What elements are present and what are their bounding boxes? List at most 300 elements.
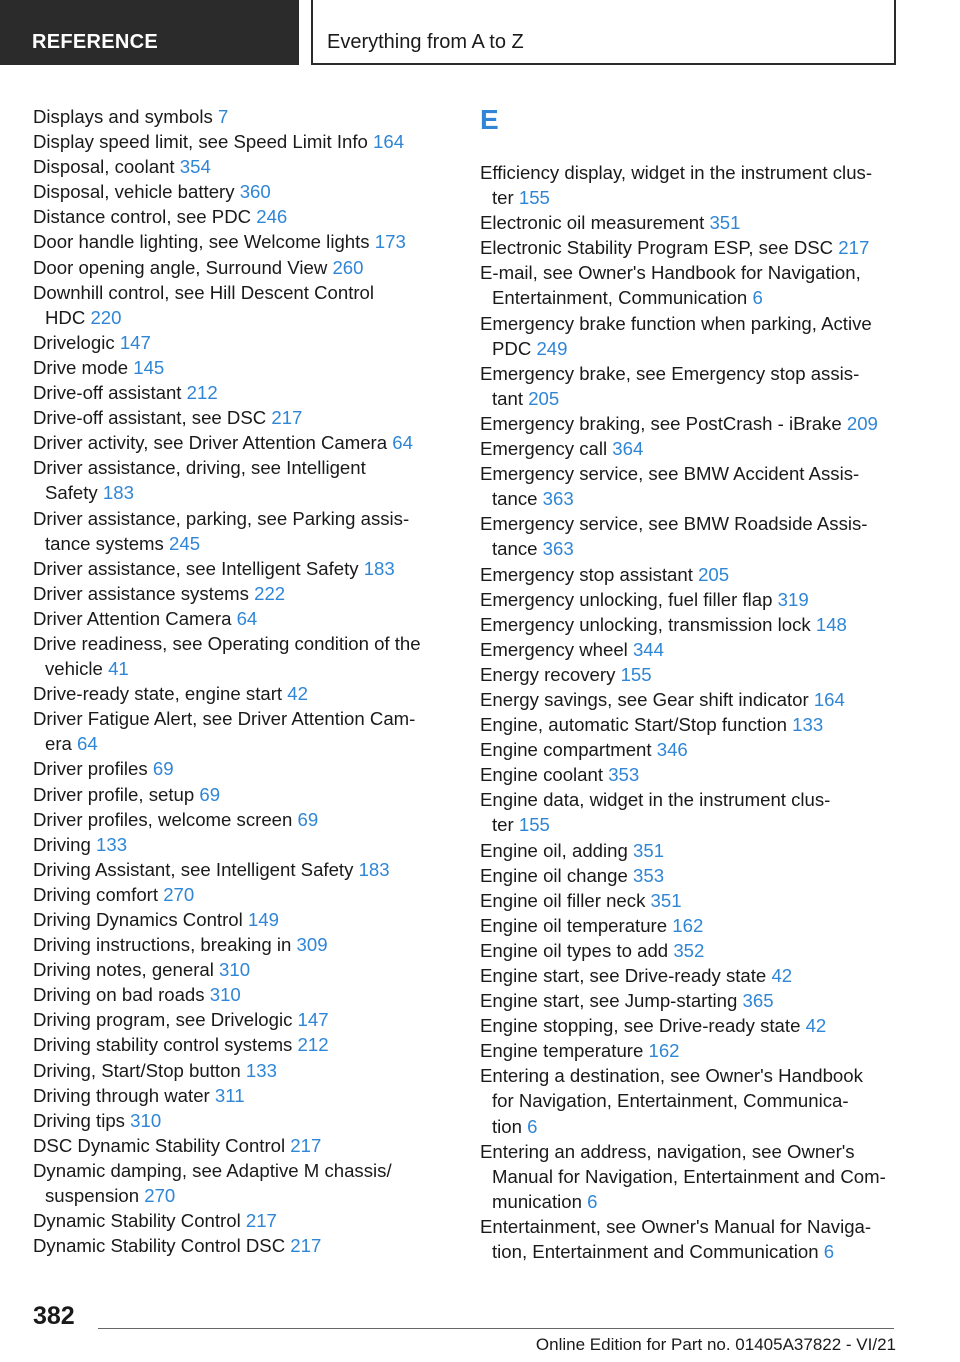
entry-text: Driving [33, 833, 91, 855]
index-entry [480, 787, 900, 837]
page-number: 382 [33, 1302, 75, 1330]
page-link[interactable]: 42 [287, 683, 308, 705]
index-entry-line [33, 531, 443, 556]
entry-text: ter [492, 814, 514, 836]
entry-text: Emergency service, see BMW Accident Assis- [480, 463, 860, 485]
index-entry [480, 160, 900, 210]
page-link[interactable]: 351 [650, 889, 682, 911]
index-entry [33, 154, 443, 179]
index-entry [33, 1233, 443, 1258]
entry-text: Drive readiness, see Operating condition of the [33, 632, 421, 654]
page-link[interactable]: 148 [815, 613, 847, 635]
entry-text: Electronic Stability Program ESP, see DSC [480, 237, 834, 259]
index-entry-line [480, 1013, 900, 1038]
page-link[interactable]: 217 [245, 1210, 277, 1232]
page-link[interactable]: 147 [119, 331, 151, 353]
index-entry [33, 280, 443, 330]
index-entry [480, 662, 900, 687]
index-entry-line [480, 938, 900, 963]
index-entry [33, 355, 443, 380]
page-link[interactable]: 353 [633, 864, 665, 886]
index-entry [33, 882, 443, 907]
entry-text: E-mail, see Owner's Handbook for Navigation, [480, 262, 861, 284]
index-entry [480, 737, 900, 762]
page-link[interactable]: 7 [217, 106, 229, 127]
index-entry [33, 1108, 443, 1133]
index-entry-line [480, 235, 900, 260]
index-entry-line [480, 185, 900, 210]
index-entry-line [33, 857, 443, 882]
entry-text: Engine oil filler neck [480, 889, 646, 911]
index-entry-line [33, 882, 443, 907]
entry-text: suspension [45, 1185, 140, 1207]
entry-text: Emergency brake, see Emergency stop assis- [480, 362, 860, 384]
entry-text: ter [492, 187, 514, 209]
entry-text: Driving tips [33, 1109, 125, 1131]
page-link[interactable]: 133 [96, 833, 128, 855]
index-entry [480, 988, 900, 1013]
index-entry [480, 1214, 900, 1264]
entry-text: Emergency call [480, 438, 608, 460]
page-link[interactable]: 311 [214, 1084, 245, 1106]
index-entry [33, 581, 443, 606]
index-entry-line [33, 706, 443, 731]
entry-text: Engine temperature [480, 1040, 644, 1062]
index-entry [480, 687, 900, 712]
section-tab [0, 0, 299, 65]
page-link[interactable]: 344 [632, 638, 664, 660]
entry-text: Engine stopping, see Drive-ready state [480, 1015, 801, 1037]
index-entry-line [480, 411, 900, 436]
index-entry-line [33, 907, 443, 932]
page-link[interactable]: 6 [527, 1115, 538, 1137]
chapter-title: Everything from A to Z [327, 31, 524, 53]
index-entry [33, 255, 443, 280]
page-link[interactable]: 41 [108, 658, 129, 680]
index-entry-line [480, 260, 900, 285]
entry-text: Distance control, see PDC [33, 206, 252, 228]
index-entry [33, 1158, 443, 1208]
entry-text: Entering a destination, see Owner's Handbook [480, 1065, 863, 1087]
entry-text: Emergency unlocking, fuel filler flap [480, 588, 773, 610]
page-link[interactable]: 212 [297, 1034, 329, 1056]
page-link[interactable]: 309 [296, 934, 328, 956]
page-link[interactable]: 155 [518, 814, 550, 836]
index-entry [480, 863, 900, 888]
page-link[interactable]: 217 [271, 407, 303, 429]
index-entry [480, 1038, 900, 1063]
page-link[interactable]: 217 [290, 1235, 322, 1257]
entry-text: Drive-ready state, engine start [33, 683, 283, 705]
entry-text: Driver assistance, driving, see Intelligent [33, 457, 366, 479]
entry-text: Engine data, widget in the instrument clus- [480, 789, 831, 811]
entry-text: Driver Fatigue Alert, see Driver Attention Cam- [33, 708, 416, 730]
index-entry [33, 1083, 443, 1108]
index-entry-line [33, 1133, 443, 1158]
index-entry-line [480, 436, 900, 461]
index-entry [480, 612, 900, 637]
entry-text: tion, Entertainment and Communication [492, 1241, 819, 1263]
page-link[interactable]: 352 [673, 939, 705, 961]
index-entry [33, 179, 443, 204]
index-entry-list [480, 160, 900, 1264]
index-entry-line [33, 932, 443, 957]
page-link[interactable]: 351 [633, 839, 665, 861]
entry-text: Driver Attention Camera [33, 607, 232, 629]
index-entry [33, 204, 443, 229]
index-entry-line [480, 160, 900, 185]
entry-text: DSC Dynamic Stability Control [33, 1134, 286, 1156]
index-entry [33, 104, 443, 129]
page-link[interactable]: 270 [163, 883, 195, 905]
index-entry-line [33, 957, 443, 982]
index-entry [33, 957, 443, 982]
index-entry [33, 907, 443, 932]
index-entry-line [480, 913, 900, 938]
page-link[interactable]: 270 [144, 1185, 176, 1207]
page-link[interactable]: 205 [698, 563, 730, 585]
index-entry-line [480, 762, 900, 787]
page-link[interactable]: 209 [846, 412, 878, 434]
index-entry [480, 762, 900, 787]
entry-text: Dynamic Stability Control DSC [33, 1235, 286, 1257]
index-entry-line [33, 280, 443, 305]
entry-text: Driver profiles, welcome screen [33, 808, 293, 830]
index-entry-line [33, 355, 443, 380]
entry-text: PDC [492, 337, 532, 359]
index-entry-line [33, 480, 443, 505]
index-entry [480, 436, 900, 461]
index-entry-line [480, 1038, 900, 1063]
index-entry [480, 963, 900, 988]
index-entry-line [480, 1164, 900, 1189]
page-link[interactable]: 212 [186, 382, 218, 404]
page-link[interactable]: 6 [752, 287, 763, 309]
index-entry-line [33, 581, 443, 606]
entry-text: Emergency wheel [480, 638, 628, 660]
index-entry [33, 807, 443, 832]
index-entry-line [33, 154, 443, 179]
entry-text: for Navigation, Entertainment, Communica- [492, 1090, 849, 1112]
index-entry-line [480, 336, 900, 361]
section-letter: E [480, 104, 499, 135]
entry-text: Drive mode [33, 356, 129, 378]
entry-text: Driving notes, general [33, 959, 214, 981]
entry-text: Driver assistance, parking, see Parking assis- [33, 507, 410, 529]
index-entry [33, 631, 443, 681]
index-entry [33, 982, 443, 1007]
entry-text: Engine start, see Drive-ready state [480, 965, 767, 986]
page-link[interactable]: 147 [297, 1009, 329, 1031]
entry-text: tance [492, 488, 538, 510]
index-entry-line [33, 204, 443, 229]
index-entry [33, 506, 443, 556]
index-entry-line [33, 681, 443, 706]
page-link[interactable]: 245 [169, 532, 201, 554]
footer-divider [98, 1328, 894, 1329]
index-entry-line [33, 1007, 443, 1032]
index-entry-line [33, 455, 443, 480]
entry-text: Safety [45, 482, 98, 504]
entry-text: Driver activity, see Driver Attention Camera [33, 432, 388, 454]
page-link[interactable]: 164 [813, 688, 845, 710]
page-link[interactable]: 145 [133, 356, 165, 378]
index-entry-line [480, 1063, 900, 1088]
page-link[interactable]: 220 [90, 306, 122, 328]
index-entry-line [33, 129, 443, 154]
index-entry-line [480, 712, 900, 737]
entry-text: Driver assistance systems [33, 582, 249, 604]
entry-text: Driver assistance, see Intelligent Safety [33, 557, 359, 579]
page-link[interactable]: 319 [777, 588, 809, 610]
page-link[interactable]: 310 [219, 959, 251, 981]
index-entry [480, 838, 900, 863]
page-link[interactable]: 162 [672, 914, 704, 936]
index-entry-line [480, 637, 900, 662]
page-link[interactable]: 365 [742, 990, 774, 1012]
index-entry-line [480, 687, 900, 712]
page-link[interactable]: 64 [236, 607, 258, 629]
index-entry [480, 913, 900, 938]
index-entry [33, 405, 443, 430]
index-entry-line [33, 832, 443, 857]
page-link[interactable]: 162 [648, 1040, 680, 1062]
index-entry-line [480, 863, 900, 888]
page-link[interactable]: 217 [838, 237, 870, 259]
entry-text: vehicle [45, 658, 103, 680]
page-link[interactable]: 155 [620, 663, 652, 685]
entry-text: Drive-off assistant [33, 382, 182, 404]
index-entry [33, 430, 443, 455]
index-entry-line [33, 380, 443, 405]
entry-text: Engine oil types to add [480, 939, 669, 961]
page-link[interactable]: 249 [536, 337, 568, 359]
page-link[interactable]: 42 [771, 965, 793, 986]
index-column-right [480, 104, 900, 1264]
entry-text: Engine oil, adding [480, 839, 628, 861]
index-entry [33, 706, 443, 756]
index-entry [33, 380, 443, 405]
entry-text: Driving Assistant, see Intelligent Safety [33, 858, 354, 880]
index-entry [480, 587, 900, 612]
entry-text: Engine oil temperature [480, 914, 668, 936]
page-link[interactable]: 69 [199, 783, 221, 805]
entry-text: Engine coolant [480, 764, 604, 786]
page-link[interactable]: 69 [152, 758, 174, 780]
entry-text: Driving stability control systems [33, 1034, 293, 1056]
page-link[interactable]: 346 [656, 739, 688, 761]
index-entry-line [480, 787, 900, 812]
index-entry [480, 1139, 900, 1214]
entry-text: Entertainment, see Owner's Manual for Naviga- [480, 1215, 872, 1237]
section-label: REFERENCE [32, 31, 159, 53]
page-link[interactable]: 6 [823, 1241, 835, 1263]
entry-text: Entering an address, navigation, see Owner's [480, 1140, 855, 1162]
index-entry-line [480, 361, 900, 386]
index-entry-line [33, 756, 443, 781]
entry-text: Emergency stop assistant [480, 563, 693, 585]
index-entry [480, 411, 900, 436]
index-entry [33, 455, 443, 505]
index-entry [33, 832, 443, 857]
page-link[interactable]: 363 [542, 488, 574, 510]
entry-text: Door opening angle, Surround View [33, 256, 328, 278]
page-link[interactable]: 173 [374, 231, 406, 253]
page-link[interactable]: 69 [297, 808, 319, 830]
page-link[interactable]: 363 [542, 538, 574, 560]
index-entry-line [480, 1214, 900, 1239]
chapter-header [311, 0, 896, 65]
entry-text: Driving on bad roads [33, 984, 205, 1006]
index-entry-line [33, 305, 443, 330]
page-link[interactable]: 246 [256, 206, 288, 228]
page-link[interactable]: 149 [247, 909, 279, 930]
index-entry [480, 888, 900, 913]
page-link[interactable]: 364 [612, 438, 644, 460]
page-link[interactable]: 310 [130, 1109, 162, 1131]
index-entry-line [480, 612, 900, 637]
entry-text: Driving program, see Drivelogic [33, 1009, 293, 1031]
entry-text: Emergency brake function when parking, Active [480, 312, 872, 334]
index-entry-line [33, 606, 443, 631]
entry-text: Entertainment, Communication [492, 287, 748, 309]
index-entry [33, 1133, 443, 1158]
index-entry-line [33, 556, 443, 581]
page-link[interactable]: 217 [290, 1134, 322, 1156]
index-entry-line [480, 461, 900, 486]
index-entry-line [480, 812, 900, 837]
entry-text: Displays and symbols [33, 106, 213, 127]
index-entry [480, 461, 900, 511]
entry-text: Dynamic Stability Control [33, 1210, 241, 1232]
entry-text: Dynamic damping, see Adaptive M chassis/ [33, 1159, 392, 1181]
entry-text: Emergency service, see BMW Roadside Assis- [480, 513, 868, 535]
page-link[interactable]: 183 [102, 482, 134, 504]
index-entry [480, 235, 900, 260]
index-entry [33, 1007, 443, 1032]
page-link[interactable]: 351 [709, 212, 741, 234]
index-entry-line [33, 731, 443, 756]
index-entry-line [480, 1088, 900, 1113]
page-link[interactable]: 164 [373, 131, 405, 153]
index-entry-line [480, 662, 900, 687]
index-entry [480, 712, 900, 737]
entry-text: tance [492, 538, 538, 560]
index-entry-line [33, 982, 443, 1007]
page-link[interactable]: 353 [608, 764, 640, 786]
entry-text: tion [492, 1115, 522, 1137]
index-entry-line [480, 562, 900, 587]
entry-text: era [45, 733, 72, 755]
index-entry [33, 932, 443, 957]
index-entry-line [33, 405, 443, 430]
index-entry [480, 562, 900, 587]
page-link[interactable]: 360 [239, 181, 271, 203]
index-entry [33, 330, 443, 355]
index-entry-line [480, 1189, 900, 1214]
edition-note: Online Edition for Part no. 01405A37822 - VI/21 [535, 1335, 896, 1354]
index-entry-line [480, 963, 900, 988]
index-entry [33, 556, 443, 581]
entry-text: Engine oil change [480, 864, 628, 886]
entry-text: Driver profiles [33, 758, 148, 780]
index-entry [33, 782, 443, 807]
page-link[interactable]: 183 [363, 557, 395, 579]
entry-text: Energy recovery [480, 663, 616, 685]
page-link[interactable]: 6 [587, 1190, 598, 1212]
index-entry [33, 681, 443, 706]
entry-text: Driving comfort [33, 883, 159, 905]
index-entry-line [33, 229, 443, 254]
entry-text: Efficiency display, widget in the instrument clus- [480, 162, 873, 183]
entry-text: Emergency braking, see PostCrash - iBrake [480, 412, 842, 434]
entry-text: Drive-off assistant, see DSC [33, 407, 267, 429]
index-entry [480, 361, 900, 411]
index-entry-line [480, 888, 900, 913]
entry-text: Drivelogic [33, 331, 115, 353]
page-link[interactable]: 155 [518, 187, 550, 209]
page-link[interactable]: 64 [392, 432, 413, 454]
index-entry-line [480, 838, 900, 863]
entry-text: Energy savings, see Gear shift indicator [480, 688, 809, 710]
index-entry [480, 311, 900, 361]
index-entry-line [480, 1114, 900, 1139]
index-entry-line [480, 486, 900, 511]
entry-text: Engine, automatic Start/Stop function [480, 714, 787, 736]
entry-text: Manual for Navigation, Entertainment and Com- [492, 1165, 886, 1187]
index-entry-line [480, 1239, 900, 1264]
page-link[interactable]: 64 [77, 733, 98, 755]
entry-text: Downhill control, see Hill Descent Control [33, 281, 375, 303]
page-link[interactable]: 183 [358, 858, 390, 880]
page-link[interactable]: 222 [254, 582, 286, 604]
index-entry-line [33, 656, 443, 681]
page-link[interactable]: 133 [245, 1059, 277, 1081]
index-column-left [33, 104, 443, 1258]
index-entry [33, 1058, 443, 1083]
index-entry-line [480, 285, 900, 310]
index-entry-line [33, 1032, 443, 1057]
entry-text: Disposal, coolant [33, 156, 175, 178]
index-entry [480, 1013, 900, 1038]
index-entry-line [33, 1183, 443, 1208]
index-entry-line [33, 1108, 443, 1133]
index-entry-line [33, 1083, 443, 1108]
index-entry [33, 229, 443, 254]
page-link[interactable]: 42 [805, 1015, 827, 1037]
page-link[interactable]: 260 [332, 256, 364, 278]
entry-text: Driving through water [33, 1084, 210, 1106]
index-entry [480, 637, 900, 662]
index-entry-line [33, 506, 443, 531]
index-entry-line [33, 1058, 443, 1083]
index-entry [33, 1208, 443, 1233]
index-entry-line [480, 737, 900, 762]
entry-text: Engine compartment [480, 739, 652, 761]
page-link[interactable]: 205 [528, 387, 560, 409]
index-entry-line [480, 988, 900, 1013]
index-entry-line [480, 386, 900, 411]
index-entry [480, 511, 900, 561]
index-entry-line [33, 255, 443, 280]
index-entry-line [33, 1208, 443, 1233]
entry-text: Driving instructions, breaking in [33, 934, 292, 956]
page-link[interactable]: 310 [209, 984, 241, 1006]
index-entry-line [33, 1233, 443, 1258]
index-entry [33, 1032, 443, 1057]
page-link[interactable]: 133 [792, 714, 824, 736]
page-link[interactable]: 354 [179, 156, 211, 178]
